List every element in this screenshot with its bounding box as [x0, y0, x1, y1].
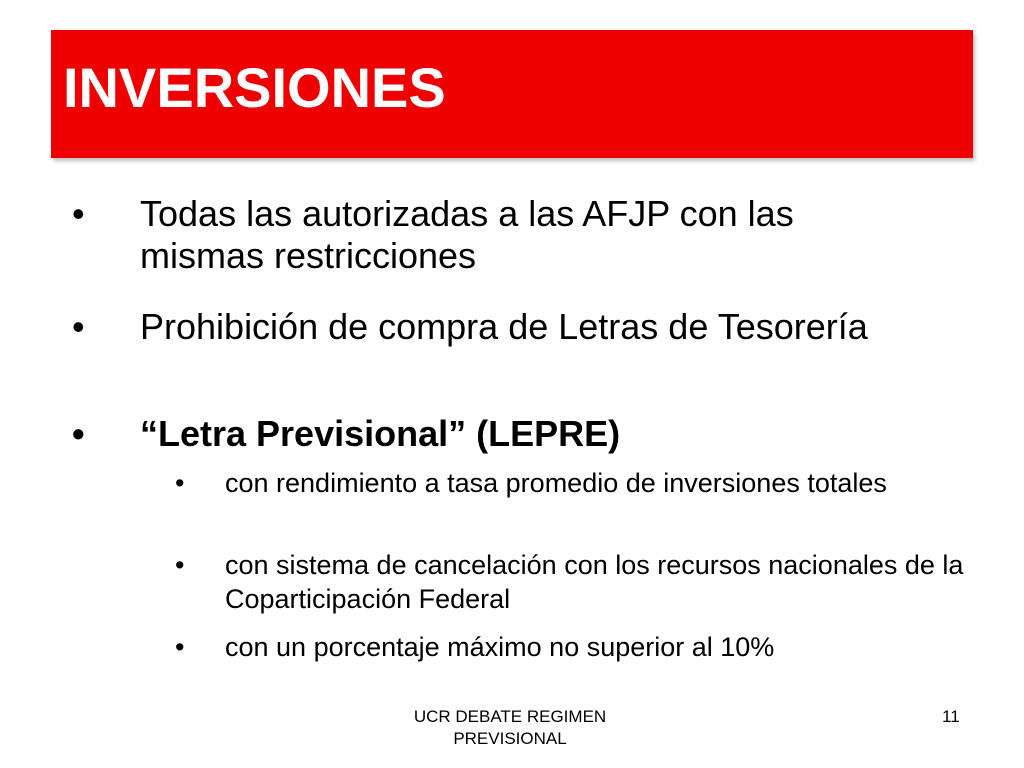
bullet-icon: • — [175, 550, 185, 580]
bullet-icon: • — [72, 413, 85, 454]
bullet-icon: • — [175, 468, 185, 498]
bullet-item — [72, 193, 920, 277]
slide-title: INVERSIONES — [63, 56, 446, 119]
sub-bullet-item — [175, 630, 985, 664]
bullet-text: Todas las autorizadas a las AFJP con las mismas restricciones — [140, 193, 794, 276]
bullet-icon: • — [175, 632, 185, 662]
bullet-text: Prohibición de compra de Letras de Tesorería — [140, 306, 868, 347]
sub-bullet-text: con rendimiento a tasa promedio de inversiones totales — [225, 468, 887, 498]
bullet-item — [72, 413, 920, 455]
bullet-icon: • — [72, 193, 85, 234]
bullet-text: “Letra Previsional” (LEPRE) — [140, 413, 621, 454]
bullet-icon: • — [72, 306, 85, 347]
sub-bullet-item — [175, 466, 985, 500]
title-bar — [51, 30, 973, 158]
sub-bullet-text: con un porcentaje máximo no superior al 10% — [225, 632, 775, 662]
page-number: 11 — [942, 707, 960, 726]
sub-bullet-text: con sistema de cancelación con los recursos nacionales de la Coparticipación Federal — [225, 550, 964, 614]
bullet-item — [72, 306, 920, 348]
sub-bullet-item — [175, 548, 985, 616]
footer-text: UCR DEBATE REGIMEN PREVISIONAL — [413, 707, 607, 748]
